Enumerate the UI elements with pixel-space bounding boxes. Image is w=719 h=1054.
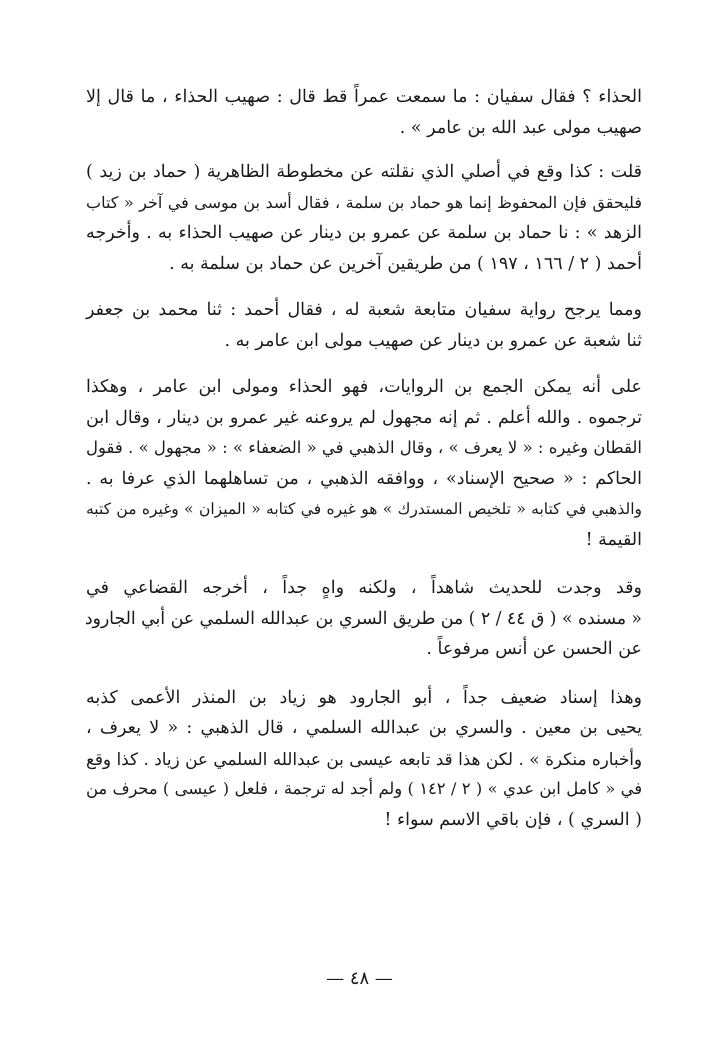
text-line: الزهد » : نا حماد بن سلمة عن عمرو بن دينار عن صهيب الحذاء به . وأخرجه [86, 223, 642, 243]
paragraph-gap [86, 555, 642, 573]
text-line: ومما يرجح رواية سفيان متابعة شعبة له ، فقال أحمد : ثنا محمد بن جعفر [86, 300, 642, 320]
text-line: وأخباره منكرة » . لكن هذا قد تابعه عيسى بن عبدالله السلمي عن زياد . كذا وقع [86, 748, 642, 769]
paragraph-1 [86, 82, 642, 143]
text-line: ( السري ) ، فإن باقي الاسم سواء ! [384, 809, 642, 830]
text-line: فليحقق فإن المحفوظ إنما هو حماد بن سلمة ، فقال أسد بن موسى في آخر « كتاب [86, 192, 642, 212]
text-line: القطان وغيره : « لا يعرف » ، وقال الذهبي في « الضعفاء » : « مجهول » . فقول [86, 438, 642, 457]
text-line: يحيى بن معين . والسري بن عبدالله السلمي ، قال الذهبي : « لا يعرف ، [86, 718, 642, 738]
text-line: القيمة ! [585, 529, 642, 550]
text-line: الحذاء ؟ فقال سفيان : ما سمعت عمراً قط قال : صهيب الحذاء ، ما قال إلا [86, 87, 642, 107]
text-line: وهذا إسناد ضعيف جداً ، أبو الجارود هو زياد بن المنذر الأعمى كذبه [86, 687, 642, 708]
page-number: — ٤٨ — [326, 968, 393, 989]
text-line: « مسنده » ( ق ٤٤ / ٢ ) من طريق السري بن عبدالله السلمي عن أبي الجارود [84, 608, 642, 629]
text-line: أحمد ( ٢ / ١٦٦ ، ١٩٧ ) من طريقين آخرين عن حماد بن سلمة به . [169, 253, 642, 274]
paragraph-6 [86, 683, 642, 836]
paragraph-2 [86, 157, 642, 279]
paragraph-gap [86, 143, 642, 157]
text-line: على أنه يمكن الجمع بن الروايات، فهو الحذاء ومولى ابن عامر ، وهكذا [86, 377, 642, 397]
text-line: صهيب مولى عبد الله بن عامر » . [399, 117, 642, 138]
paragraph-4 [86, 372, 642, 555]
text-line: ترجموه . والله أعلم . ثم إنه مجهول لم يروعنه غير عمرو بن دينار ، وقال ابن [86, 407, 642, 428]
text-line: قلت : كذا وقع في أصلي الذي نقلته عن مخطوطة الظاهرية ( حماد بن زيد ) [86, 162, 642, 182]
text-line: والذهبي في كتابه « تلخيص المستدرك » هو غيره في كتابه « الميزان » وغيره من كتبه [86, 500, 642, 518]
text-line: الحاكم : « صحيح الإسناد» ، ووافقه الذهبي ، من تساهلهما الذي عرفا به . [86, 468, 642, 489]
paragraph-gap [86, 356, 642, 372]
text-line: ثنا شعبة عن عمرو بن دينار عن صهيب مولى ابن عامر به . [224, 330, 642, 351]
paragraph-gap [86, 279, 642, 295]
paragraph-3 [86, 295, 642, 356]
paragraph-gap [86, 665, 642, 683]
text-line: وقد وجدت للحديث شاهداً ، ولكنه واهٍ جداً ، أخرجه القضاعي في [86, 578, 642, 598]
paragraph-5 [86, 573, 642, 665]
text-line: عن الحسن عن أنس مرفوعاً . [426, 639, 642, 659]
page-body [86, 82, 642, 835]
text-line: في « كامل ابن عدي » ( ٢ / ١٤٢ ) ولم أجد له ترجمة ، فلعل ( عيسى ) محرف من [86, 779, 642, 798]
